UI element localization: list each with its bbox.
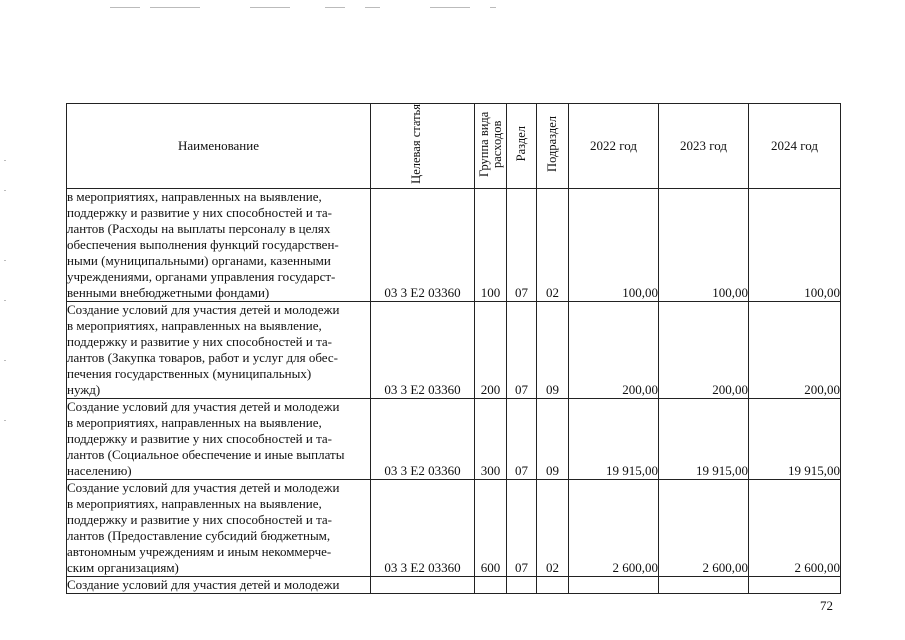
table-row-partial [67,577,841,594]
row-group: 300 [475,399,507,480]
table-row [67,302,841,399]
header-2024: 2024 год [749,104,841,189]
row-value-2024: 200,00 [749,302,841,399]
row-section: 07 [507,480,537,577]
row-target: 03 3 E2 03360 [371,189,475,302]
header-name: Наименование [67,104,371,189]
row-group: 600 [475,480,507,577]
name-line: поддержку и развитие у них способностей и та- [67,334,333,349]
row-subsection: 02 [537,189,569,302]
empty-cell [371,577,475,594]
page-number: 72 [820,598,833,613]
row-value-2022: 19 915,00 [569,399,659,480]
name-line: Создание условий для участия детей и молодежи [67,577,340,592]
row-section: 07 [507,189,537,302]
row-value-2022: 100,00 [569,189,659,302]
row-name [67,399,371,480]
header-target: Целевая статья [371,104,475,189]
row-value-2023: 19 915,00 [659,399,749,480]
name-line: лантов (Закупка товаров, работ и услуг для обес- [67,350,338,365]
row-subsection: 09 [537,302,569,399]
empty-cell [659,577,749,594]
row-section: 07 [507,399,537,480]
name-line: нужд) [67,382,101,397]
scan-artifacts-left [0,0,12,640]
name-line: Создание условий для участия детей и молодежи [67,302,340,317]
name-line: лантов (Предоставление субсидий бюджетным, [67,528,331,543]
name-line: поддержку и развитие у них способностей и та- [67,512,333,527]
row-value-2024: 19 915,00 [749,399,841,480]
row-name [67,189,371,302]
name-line: в мероприятиях, направленных на выявление, [67,496,322,511]
budget-table [66,103,841,594]
table-row [67,399,841,480]
row-value-2023: 100,00 [659,189,749,302]
row-target: 03 3 E2 03360 [371,399,475,480]
row-target: 03 3 E2 03360 [371,302,475,399]
empty-cell [537,577,569,594]
row-target: 03 3 E2 03360 [371,480,475,577]
name-line: в мероприятиях, направленных на выявление, [67,415,322,430]
name-line: лантов (Расходы на выплаты персоналу в целях [67,221,331,236]
empty-cell [507,577,537,594]
table-row [67,480,841,577]
name-line: поддержку и развитие у них способностей и та- [67,205,333,220]
row-value-2022: 200,00 [569,302,659,399]
empty-cell [749,577,841,594]
name-line: ными (муниципальными) органами, казенными [67,253,331,268]
row-value-2023: 200,00 [659,302,749,399]
row-group: 100 [475,189,507,302]
name-line: обеспечения выполнения функций государствен- [67,237,339,252]
scan-artifacts-top [0,0,905,20]
row-name [67,577,371,594]
row-value-2024: 100,00 [749,189,841,302]
row-value-2022: 2 600,00 [569,480,659,577]
name-line: лантов (Социальное обеспечение и иные выплаты [67,447,345,462]
header-2023: 2023 год [659,104,749,189]
row-subsection: 09 [537,399,569,480]
name-line: ским организациям) [67,560,179,575]
header-2022: 2022 год [569,104,659,189]
name-line: населению) [67,463,132,478]
name-line: поддержку и развитие у них способностей и та- [67,431,333,446]
name-line: в мероприятиях, направленных на выявление, [67,189,322,204]
table-row [67,189,841,302]
row-name [67,302,371,399]
row-section: 07 [507,302,537,399]
header-row [67,104,841,189]
name-line: печения государственных (муниципальных) [67,366,312,381]
name-line: в мероприятиях, направленных на выявление, [67,318,322,333]
name-line: автономным учреждениям и иным некоммерче- [67,544,332,559]
name-line: Создание условий для участия детей и молодежи [67,480,340,495]
header-section: Раздел [507,104,537,189]
header-group: Группа вида расходов [475,104,507,189]
row-value-2024: 2 600,00 [749,480,841,577]
name-line: Создание условий для участия детей и молодежи [67,399,340,414]
row-name [67,480,371,577]
name-line: венными внебюджетными фондами) [67,285,270,300]
row-subsection: 02 [537,480,569,577]
row-group: 200 [475,302,507,399]
header-subsection: Подраздел [537,104,569,189]
empty-cell [475,577,507,594]
name-line: учреждениями, органами управления государст- [67,269,336,284]
empty-cell [569,577,659,594]
row-value-2023: 2 600,00 [659,480,749,577]
